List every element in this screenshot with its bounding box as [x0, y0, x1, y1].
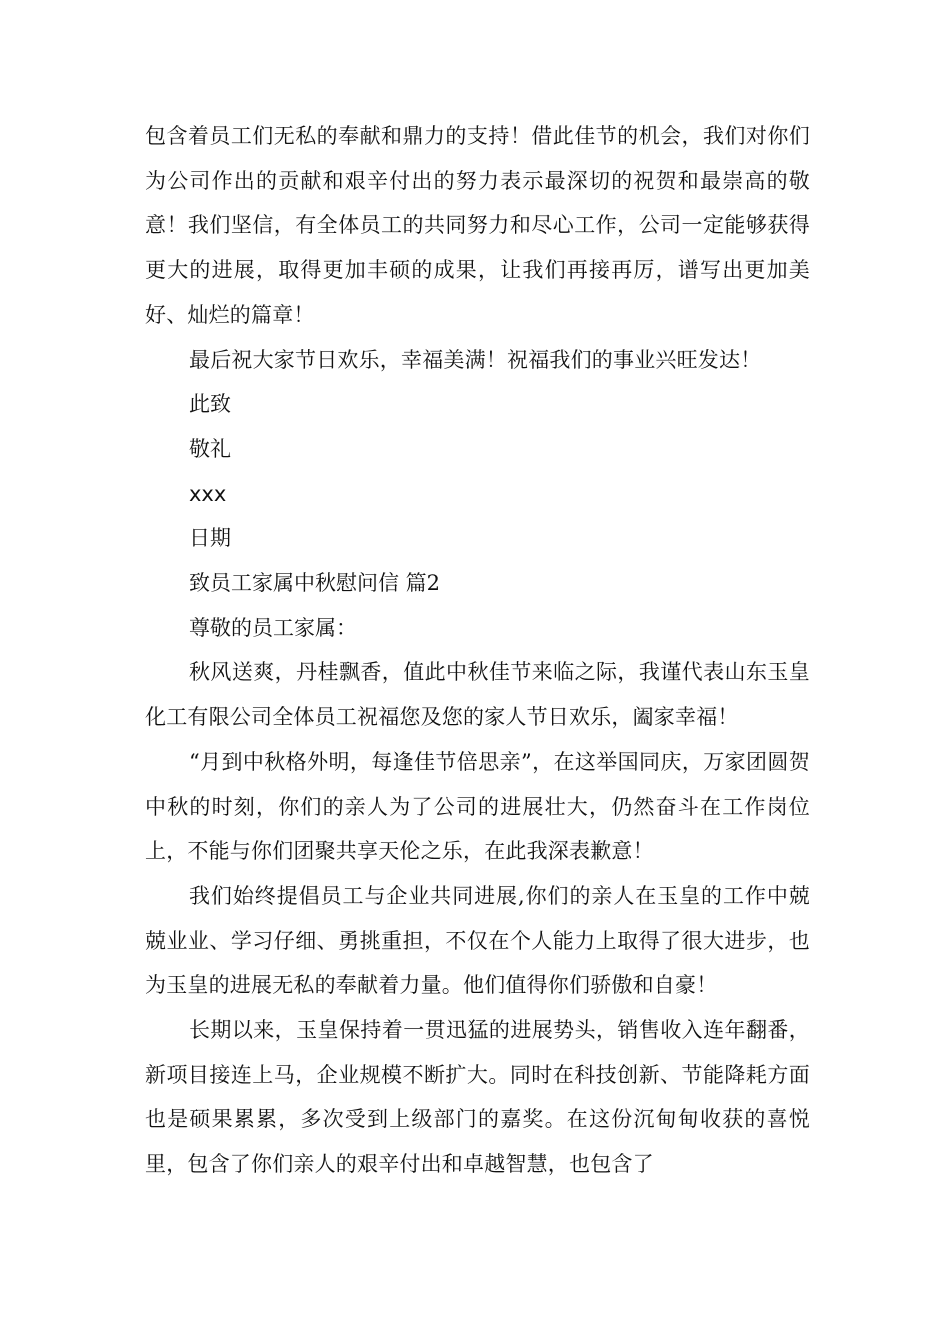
section-title: 致员工家属中秋慰问信 篇2 — [189, 571, 441, 596]
body-paragraph-1: 秋风送爽，丹桂飘香，值此中秋佳节来临之际，我谨代表山东玉皇化工有限公司全体员工祝福您及您的家人节日欢乐，阖家幸福！ — [145, 660, 810, 730]
date-line: 日期 — [189, 526, 231, 551]
paragraph-closing-wishes: 最后祝大家节日欢乐，幸福美满！祝福我们的事业兴旺发达！ — [189, 347, 762, 372]
signature: xxx — [189, 481, 227, 506]
closing-line-jingli: 敬礼 — [189, 436, 231, 461]
paragraph-continued: 包含着员工们无私的奉献和鼎力的支持！借此佳节的机会，我们对你们为公司作出的贡献和艰辛付出的努力表示最深切的祝贺和最崇高的敬意！我们坚信，有全体员工的共同努力和尽心工作，公司一定能够获得更大的进展，取得更加丰硕的成果，让我们再接再厉，谱写出更加美好、灿烂的篇章！ — [145, 124, 810, 327]
body-paragraph-3: 我们始终提倡员工与企业共同进展,你们的亲人在玉皇的工作中兢兢业业、学习仔细、勇挑重担，不仅在个人能力上取得了很大进步，也为玉皇的进展无私的奉献着力量。他们值得你们骄傲和自豪！ — [145, 883, 810, 998]
body-paragraph-4: 长期以来，玉皇保持着一贯迅猛的进展势头，销售收入连年翻番，新项目接连上马，企业规模不断扩大。同时在科技创新、节能降耗方面也是硕果累累，多次受到上级部门的嘉奖。在这份沉甸甸收获的喜悦里，包含了你们亲人的艰辛付出和卓越智慧，也包含了 — [145, 1018, 810, 1177]
document-body — [145, 114, 810, 1187]
salutation: 尊敬的员工家属： — [189, 615, 357, 640]
body-paragraph-2: “月到中秋格外明，每逢佳节倍思亲”，在这举国同庆，万家团圆贺中秋的时刻，你们的亲人为了公司的进展壮大，仍然奋斗在工作岗位上，不能与你们团聚共享天伦之乐，在此我深表歉意！ — [145, 749, 810, 864]
closing-line-cizhi: 此致 — [189, 392, 231, 417]
